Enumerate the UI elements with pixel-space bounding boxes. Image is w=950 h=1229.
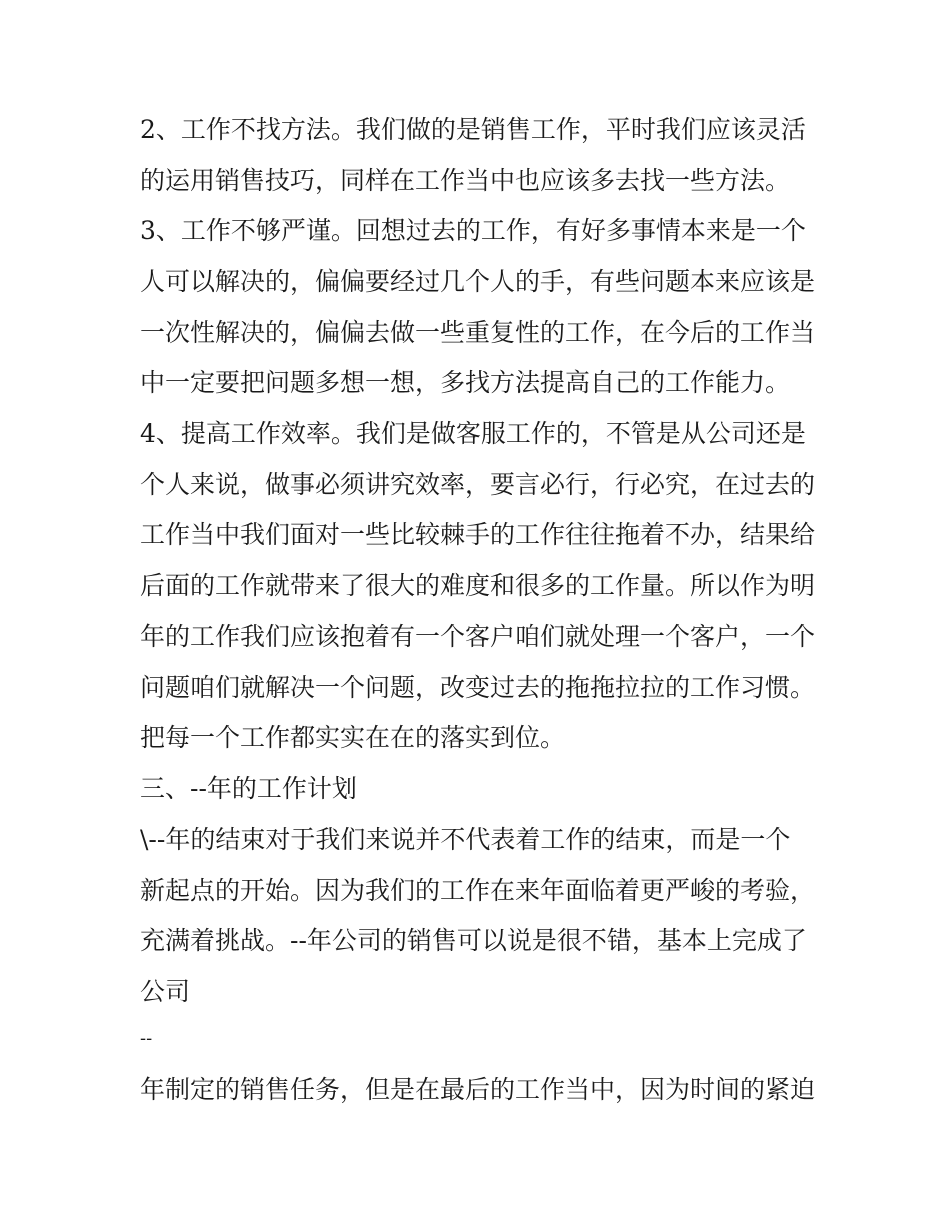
- text-line: 把每一个工作都实实在在的落实到位。: [140, 723, 566, 752]
- text-line: 公司: [140, 977, 191, 1006]
- text-line: 问题咱们就解决一个问题，改变过去的拖拖拉拉的工作习惯。: [140, 673, 816, 702]
- text-line: 人可以解决的，偏偏要经过几个人的手，有些问题本来应该是: [140, 267, 816, 296]
- text-line: \--年的结束对于我们来说并不代表着工作的结束，而是一个: [140, 825, 791, 854]
- text-line: 中一定要把问题多想一想，多找方法提高自己的工作能力。: [140, 368, 791, 397]
- text-line: 2、工作不找方法。我们做的是销售工作，平时我们应该灵活: [140, 115, 806, 144]
- text-line: 年的工作我们应该抱着有一个客户咱们就处理一个客户，一个: [140, 622, 816, 651]
- text-line: 充满着挑战。--年公司的销售可以说是很不错，基本上完成了: [140, 926, 807, 955]
- text-line: 新起点的开始。因为我们的工作在来年面临着更严峻的考验，: [140, 876, 816, 905]
- text-line: 4、提高工作效率。我们是做客服工作的，不管是从公司还是: [140, 419, 806, 448]
- text-line: 3、工作不够严谨。回想过去的工作，有好多事情本来是一个: [140, 216, 806, 245]
- text-line: 个人来说，做事必须讲究效率，要言必行，行必究，在过去的: [140, 470, 816, 499]
- text-line: 后面的工作就带来了很大的难度和很多的工作量。所以作为明: [140, 571, 816, 600]
- text-line: 的运用销售技巧，同样在工作当中也应该多去找一些方法。: [140, 166, 791, 195]
- text-line: 年制定的销售任务，但是在最后的工作当中，因为时间的紧迫: [140, 1075, 816, 1104]
- text-line: 工作当中我们面对一些比较棘手的工作往往拖着不办，结果给: [140, 520, 816, 549]
- text-line: 一次性解决的，偏偏去做一些重复性的工作，在今后的工作当: [140, 318, 816, 347]
- section-heading: 三、--年的工作计划: [140, 774, 357, 803]
- text-line: --: [140, 1028, 153, 1049]
